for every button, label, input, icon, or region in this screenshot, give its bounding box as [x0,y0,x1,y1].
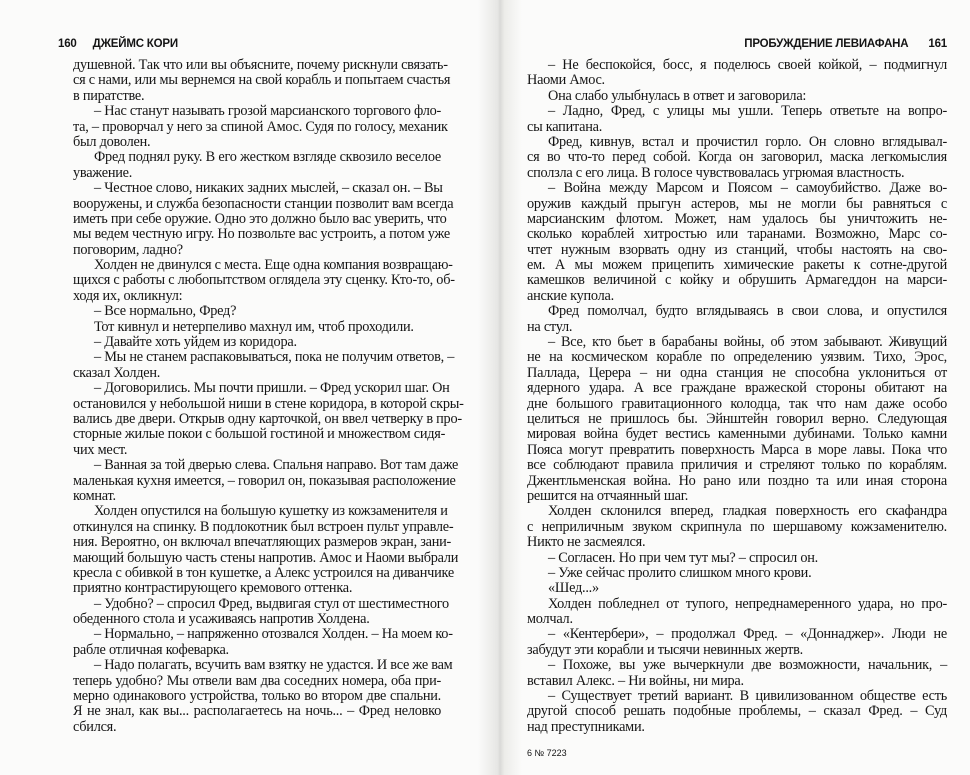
paragraph [527,566,947,581]
author-name: ДЖЕЙМС КОРИ [92,38,178,50]
text-line: – Нормально, – напряженно отозвался Холден. – На моем ко- [94,626,453,643]
text-line: Тот кивнул и нетерпеливо махнул им, чтоб проходили. [94,318,414,335]
paragraph [73,380,464,458]
text-line: маленькая кухня имеется, – говорил он, показывая расположение [73,472,456,489]
text-line: Фред, кивнув, встал и прочистил горло. Он словно вглядывал- [548,133,947,150]
text-line: над преступниками. [527,718,645,735]
paragraph [527,304,947,335]
text-line: мерно одинакового устройства, только во втором две спальни. [73,688,441,705]
paragraph [73,349,455,381]
text-line: мы ведем честную игру. Но позвольте вас устроить, а потом уже [73,226,450,243]
paragraph [527,627,947,658]
paragraph [527,135,947,181]
text-line: – Договорились. Мы почти пришли. – Фред ускорил шаг. Он [94,380,450,397]
text-line: «Шед...» [548,580,599,597]
text-line: щихся с работы с любопытством оглядела эту сценку. Кто-то, об- [73,272,455,289]
right-running-head [744,38,947,50]
paragraph [527,181,947,304]
text-line: был доволен. [73,133,151,150]
text-line: ем. А мы можем прицепить химические ракеты к сотне-другой [527,257,947,274]
text-line: иметь при себе оружие. Одно это должно было вас уверить, что [73,210,447,227]
book-gutter [478,0,522,775]
paragraph [527,89,947,104]
text-line: оружив каждый прыгун астеров, мы не могли бы равняться с [527,195,947,212]
text-line: не на космическом корабле по определению уязвим. Тихо, Эрос, [527,349,947,366]
text-line: Фред помолчал, будто вглядываясь в свои слова, и опустился [548,303,947,320]
text-line: – Надо полагать, всучить вам взятку не удастся. И все же вам [94,657,453,674]
text-line: обеденного стола и усаживаясь напротив Холдена. [73,611,370,628]
text-line: Холден не двинулся с места. Еще одна компания возвращаю- [94,257,453,274]
paragraph [527,581,947,596]
text-line: Фред поднял руку. В его жестком взгляде сквозило веселое [94,149,441,166]
text-line: – Нас станут называть грозой марсианского торгового фло- [94,103,441,120]
text-line: откинулся на спинку. В подлокотник был встроен пульт управле- [73,518,454,535]
text-line: – Согласен. Но при чем тут мы? – спросил он. [548,549,818,566]
paragraph [527,335,947,504]
text-line: – Мы не станем распаковываться, пока не получим ответов, – [94,349,455,366]
text-line: анские купола. [527,287,614,304]
text-line: та, – проворчал у него за спиной Амос. Судя по голосу, механик [73,118,448,135]
text-line: ядерного удара. А все граждане вражеской стороны обитают на [527,380,947,397]
text-line: Никто не засмеялся. [527,534,646,551]
text-line: забудут эти корабли и тысячи невинных жертв. [527,641,803,658]
paragraph [73,335,441,350]
text-line: – Удобно? – спросил Фред, выдвигая стул от шестиместного [94,595,449,612]
text-line: – Существует третий вариант. В цивилизованном обществе есть [548,688,947,705]
text-line: – Ванная за той дверью слева. Спальня направо. Вот там даже [94,457,459,474]
text-line: – Все нормально, Фред? [94,303,237,320]
page-number: 161 [928,38,947,50]
text-line: – «Кентербери», – продолжал Фред. – «Доннаджер». Люди не [548,626,947,643]
text-line: марсианским флотом. Может, нам удалось бы уничтожить не- [527,210,947,227]
text-line: дне большого гравитационного колодца, так что нам даже особо [527,395,947,412]
text-line: сколько кораблей хитростью или таранами. Возможно, Марс со- [527,226,947,243]
text-line: все соблюдают правила приличия и стреляют только по кораблям. [527,457,947,474]
text-line: на стул. [527,318,573,335]
text-line: молчал. [527,611,573,628]
text-line: мировая война будет вестись каменными дубинами. Только камни [527,426,947,443]
text-line: приятно контрастирующего кремового оттенка. [73,580,353,597]
paragraph [73,626,453,658]
text-line: решится на отчаянный шаг. [527,487,689,504]
paragraph [73,503,459,597]
printer-signature: 6 № 7223 [527,748,567,758]
right-page [527,0,947,775]
text-line: – Не беспокойся, босс, я поделюсь своей койкой, – подмигнул [548,57,947,73]
paragraph [527,551,947,566]
text-line: рабле отличная кофеварка. [73,641,229,658]
paragraph [527,504,947,550]
text-line: ся с нами, или мы вернемся на свой корабль и попытаем счастья [73,72,451,89]
text-line: – Похоже, вы уже вычеркнули две возможности, начальник, – [548,657,947,674]
text-line: Я не знал, как вы... располагаетесь на ночь... – Фред неловко [73,703,441,720]
text-line: другой способ решать подобные проблемы, – сказал Фред. – Суд [527,703,947,720]
paragraph [73,657,453,735]
paragraph [527,689,947,735]
paragraph [73,457,459,504]
paragraph [527,597,947,628]
paragraph [73,180,454,258]
text-line: ся во что-то перед собой. Когда он заговорил, маска легкомыслия [527,149,947,166]
paragraph [73,595,449,628]
text-line: целиться не пришлось бы. Эйнштейн говорил верно. Следующая [527,410,947,427]
text-line: Паллада, Церера – ни одна станция не способна уклониться от [527,364,947,381]
text-line: вооружены, и служба безопасности станции позволит вам всегда [73,195,454,212]
text-line: камешков величиной с койку и обрушить Армагеддон на марси- [527,272,947,289]
text-line: Холден склонился вперед, гладкая поверхность его скафандра [548,503,947,520]
text-line: – Все, кто бьет в барабаны войны, об этом забывают. Живущий [548,334,947,351]
paragraph [73,57,451,104]
text-line: вались две двери. Открыв одну карточкой, он ввел четверку в про- [73,410,462,427]
text-line: душевной. Так что или вы объясните, почему рискнули связать- [73,57,448,73]
text-line: сползла с его лица. В голосе чувствовалась угрюмая властность. [527,164,905,181]
text-line: чтет нужным взорвать одну из станций, чтобы настоять на сво- [527,241,947,258]
text-line: Наоми Амос. [527,72,605,89]
text-line: сы капитана. [527,118,603,135]
text-line: Пояса могут превратить поверхность Марса в море лавы. Пока что [527,441,947,458]
book-title: ПРОБУЖДЕНИЕ ЛЕВИАФАНА [744,38,909,50]
page-number: 160 [58,38,77,50]
text-line: сбился. [73,718,117,735]
paragraph [73,320,441,335]
text-line: – Уже сейчас пролито слишком много крови. [548,564,812,581]
text-line: сказал Холден. [73,364,161,381]
text-line: кресла с обивкой в тон кушетке, а Алекс устроился на диванчике [73,564,454,581]
text-line: ходя их, окликнул: [73,287,183,304]
text-line: – Давайте хоть уйдем из коридора. [94,334,297,351]
paragraph [73,257,455,304]
text-line: – Честное слово, никаких задних мыслей, – сказал он. – Вы [94,180,443,197]
paragraph [73,150,441,181]
text-line: Холден опустился на большую кушетку из кожзаменителя и [94,503,448,520]
text-line: комнат. [73,487,116,504]
text-line: – Война между Марсом и Поясом – самоубийство. Даже во- [548,180,947,197]
text-line: – Ладно, Фред, с улицы мы ушли. Теперь ответьте на вопро- [548,103,947,120]
text-line: сторные жилые покои с большой гостиной и множеством сидя- [73,426,446,443]
text-line: вставил Алекс. – Ни войны, ни мира. [527,672,744,689]
text-line: ния. Вероятно, он включал впечатляющих размеров экран, зани- [73,534,452,551]
text-line: остановился у небольшой ниши в стене коридора, в которой скры- [73,395,464,412]
paragraph [73,103,448,150]
text-line: Она слабо улыбнулась в ответ и заговорила: [548,87,807,104]
left-running-head [58,38,178,50]
text-line: Джентльменская война. Но рано или поздно та или иная сторона [527,472,947,489]
left-page-text [73,57,464,735]
text-line: поговорим, ладно? [73,241,183,258]
paragraph [527,658,947,689]
text-line: Холден побледнел от тупого, непреднамеренного удара, но про- [548,595,947,612]
paragraph [527,104,947,135]
text-line: мающий большую часть стены напротив. Амос и Наоми выбрали [73,549,459,566]
paragraph [73,304,441,319]
text-line: чих мест. [73,441,128,458]
left-page [58,0,464,775]
text-line: с неприличным звуком скрипнула по шершавому кожзаменителю. [527,518,947,535]
paragraph [527,58,947,89]
text-line: уважение. [73,164,133,181]
text-line: теперь удобно? Мы отвели вам два соседних номера, оба при- [73,672,441,689]
right-page-text [527,58,947,735]
text-line: в пиратстве. [73,87,145,104]
